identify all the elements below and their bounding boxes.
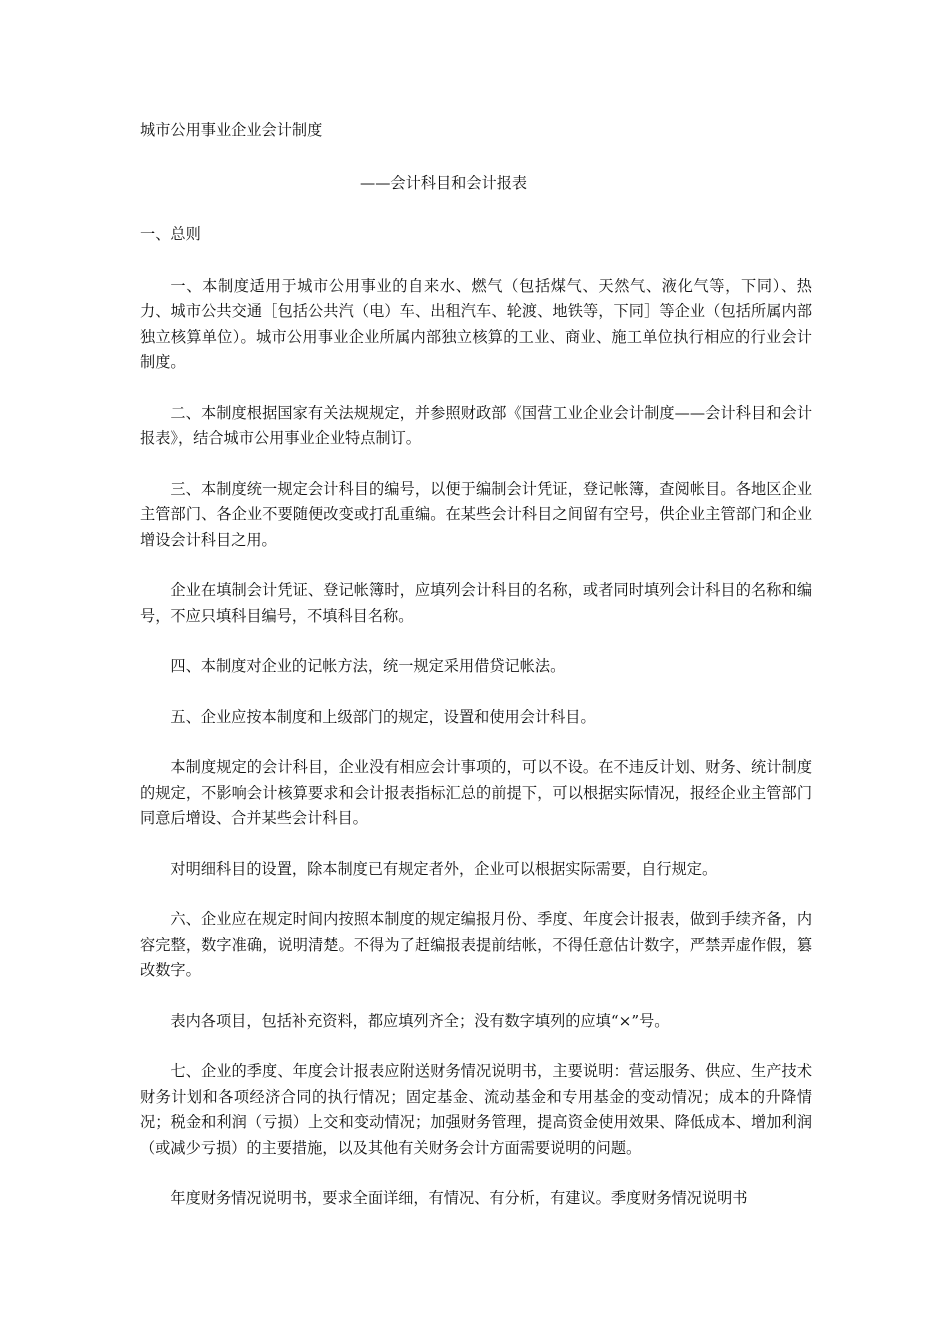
paragraph-7: 本制度规定的会计科目，企业没有相应会计事项的，可以不设。在不违反计划、财务、统计制度的规定，不影响会计核算要求和会计报表指标汇总的前提下，可以根据实际情况，报经企业主管部门同意后增设、合并某些会计科目。 [140, 758, 812, 827]
section-heading: 一、总则 [140, 225, 201, 243]
paragraph-2: 二、本制度根据国家有关法规规定，并参照财政部《国营工业企业会计制度——会计科目和会计报表》，结合城市公用事业企业特点制订。 [140, 403, 812, 447]
paragraph-9: 六、企业应在规定时间内按照本制度的规定编报月份、季度、年度会计报表，做到手续齐备，内容完整，数字准确，说明清楚。不得为了赶编报表提前结帐，不得任意估计数字，严禁弄虚作假，篡改数字。 [140, 910, 812, 979]
paragraph-1: 一、本制度适用于城市公用事业的自来水、燃气（包括煤气、天然气、液化气等，下同）、热力、城市公共交通［包括公共汽（电）车、出租汽车、轮渡、地铁等，下同］等企业（包括所属内部独立核算单位）。城市公用事业企业所属内部独立核算的工业、商业、施工单位执行相应的行业会计制度。 [140, 276, 812, 371]
document-title: 城市公用事业企业会计制度 [140, 121, 323, 139]
paragraph-12: 年度财务情况说明书，要求全面详细，有情况、有分析，有建议。季度财务情况说明书 [170, 1189, 748, 1207]
paragraph-3: 三、本制度统一规定会计科目的编号，以便于编制会计凭证，登记帐簿，查阅帐目。各地区企业主管部门、各企业不要随便改变或打乱重编。在某些会计科目之间留有空号，供企业主管部门和企业增设会计科目之用。 [140, 479, 812, 549]
paragraph-5: 四、本制度对企业的记帐方法，统一规定采用借贷记帐法。 [170, 657, 566, 675]
paragraph-6: 五、企业应按本制度和上级部门的规定，设置和使用会计科目。 [170, 707, 596, 726]
document-body [140, 118, 812, 1212]
document-subtitle: ——会计科目和会计报表 [360, 173, 528, 192]
paragraph-8: 对明细科目的设置，除本制度已有规定者外，企业可以根据实际需要，自行规定。 [170, 859, 718, 878]
paragraph-10: 表内各项目，包括补充资料，都应填列齐全；没有数字填列的应填“×”号。 [170, 1011, 670, 1030]
paragraph-11: 七、企业的季度、年度会计报表应附送财务情况说明书，主要说明：营运服务、供应、生产技术财务计划和各项经济合同的执行情况；固定基金、流动基金和专用基金的变动情况；成本的升降情况；税金和利润（亏损）上交和变动情况；加强财务管理，提高资金使用效果、降低成本、增加利润（或减少亏损）的主要措施，以及其他有关财务会计方面需要说明的问题。 [140, 1062, 812, 1157]
paragraph-4: 企业在填制会计凭证、登记帐簿时，应填列会计科目的名称，或者同时填列会计科目的名称和编号，不应只填科目编号，不填科目名称。 [140, 581, 812, 625]
